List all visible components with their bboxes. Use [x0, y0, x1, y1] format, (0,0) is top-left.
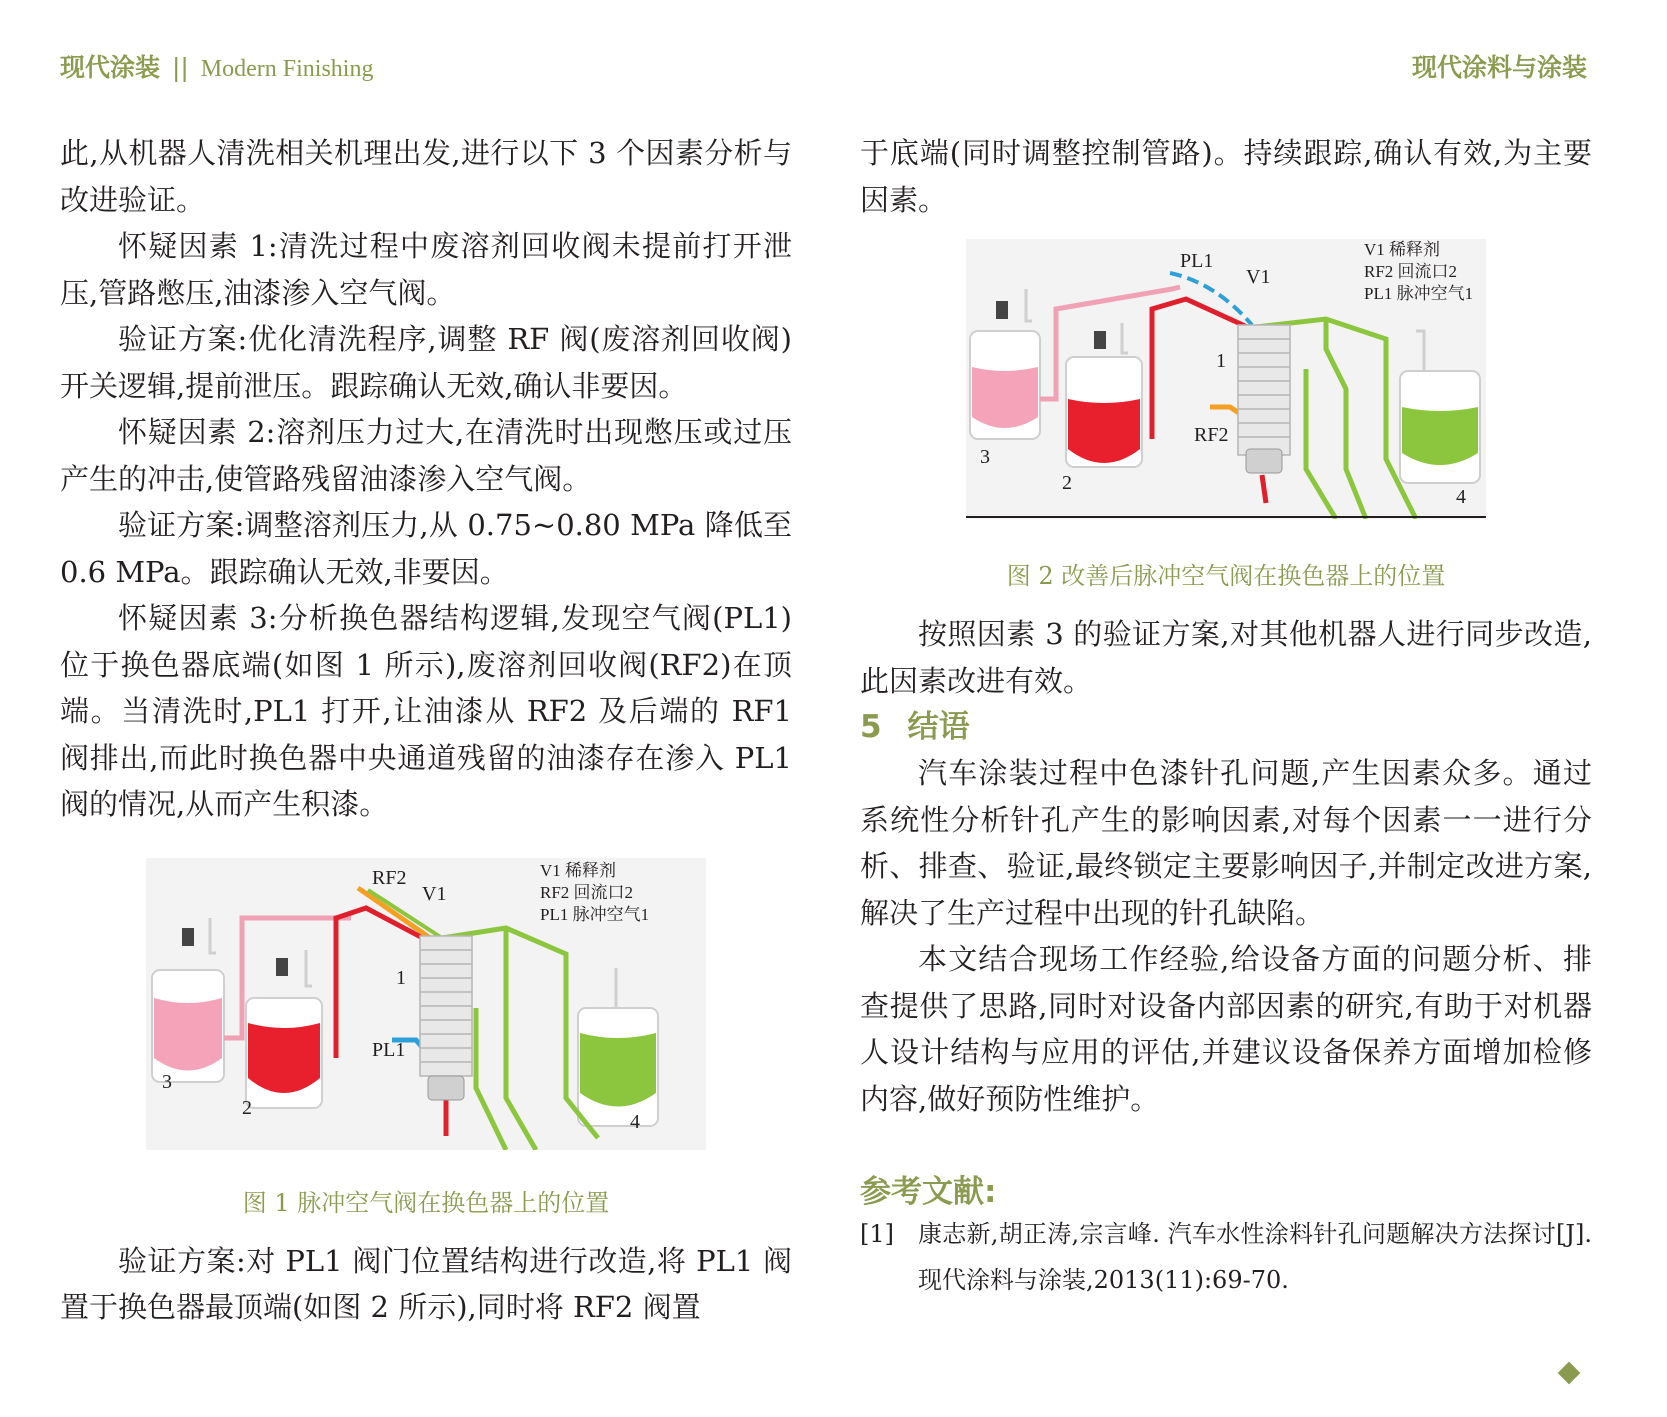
- figure-2: [966, 239, 1486, 519]
- section-number: 5: [860, 709, 882, 745]
- journal-name-cn: 现代涂装: [60, 53, 161, 82]
- section-title: 结语: [907, 709, 970, 745]
- paragraph: 于底端(同时调整控制管路)。持续跟踪,确认有效,为主要因素。: [860, 136, 1592, 217]
- legend-line-3: PL1 脉冲空气1: [540, 904, 650, 924]
- label-4: 4: [630, 1110, 640, 1133]
- figure-1-diagram: [146, 858, 706, 1150]
- running-header-left: [60, 48, 373, 84]
- reference-number: [1]: [860, 1220, 894, 1248]
- running-header-right: 现代涂料与涂装: [1411, 53, 1587, 82]
- section-heading: [860, 704, 1592, 750]
- paragraph: 此,从机器人清洗相关机理出发,进行以下 3 个因素分析与改进验证。: [60, 136, 792, 217]
- paragraph: 本文结合现场工作经验,给设备方面的问题分析、排查提供了思路,同时对设备内部因素的研究,有助于对机器人设计结构与应用的评估,并建议设备保养方面增加检修内容,做好预防性维护。: [860, 942, 1592, 1116]
- label-2: 2: [242, 1096, 252, 1119]
- label-2: 2: [1062, 472, 1072, 494]
- label-pl1: PL1: [1180, 250, 1214, 272]
- label-1: 1: [396, 966, 406, 989]
- paragraph: 怀疑因素 1:清洗过程中废溶剂回收阀未提前打开泄压,管路憋压,油漆渗入空气阀。: [60, 229, 792, 310]
- figure-2-caption: 图 2 改善后脉冲空气阀在换色器上的位置: [1006, 562, 1446, 590]
- figure-1-caption: 图 1 脉冲空气阀在换色器上的位置: [242, 1188, 610, 1217]
- right-column: [860, 130, 1592, 1303]
- legend-line-2: RF2 回流口2: [540, 882, 634, 902]
- legend-line-1: V1 稀释剂: [1364, 240, 1441, 259]
- figure-1: [146, 858, 706, 1150]
- reference-item: [860, 1211, 1592, 1303]
- paragraph: 验证方案:调整溶剂压力,从 0.75~0.80 MPa 降低至 0.6 MPa。跟踪确认无效,非要因。: [60, 508, 792, 589]
- paragraph: 按照因素 3 的验证方案,对其他机器人进行同步改造,此因素改进有效。: [860, 617, 1592, 698]
- label-3: 3: [162, 1070, 172, 1093]
- paragraph: 怀疑因素 2:溶剂压力过大,在清洗时出现憋压或过压产生的冲击,使管路残留油漆渗入空气阀。: [60, 415, 792, 496]
- legend-line-1: V1 稀释剂: [540, 860, 617, 880]
- references-heading: 参考文献:: [860, 1174, 997, 1210]
- legend-line-2: RF2 回流口2: [1364, 262, 1458, 281]
- paragraph: 汽车涂装过程中色漆针孔问题,产生因素众多。通过系统性分析针孔产生的影响因素,对每个因素一一进行分析、排查、验证,最终锁定主要影响因子,并制定改进方案,解决了生产过程中出现的针孔缺陷。: [860, 756, 1592, 930]
- label-rf2: RF2: [1194, 424, 1229, 446]
- paragraph: 验证方案:对 PL1 阀门位置结构进行改造,将 PL1 阀置于换色器最顶端(如图 2 所示),同时将 RF2 阀置: [60, 1243, 792, 1324]
- label-pl1: PL1: [372, 1038, 406, 1061]
- reference-text: 康志新,胡正涛,宗言峰. 汽车水性涂料针孔问题解决方法探讨[J].现代涂料与涂装,2013(11):69-70.: [918, 1220, 1592, 1294]
- label-4: 4: [1456, 486, 1466, 508]
- label-rf2: RF2: [372, 866, 407, 889]
- journal-name-en: Modern Finishing: [200, 56, 374, 82]
- header-separator: ||: [171, 53, 189, 82]
- legend-line-3: PL1 脉冲空气1: [1364, 284, 1474, 303]
- color-changer: [1238, 325, 1290, 473]
- figure-2-diagram: [966, 239, 1486, 519]
- page-end-diamond-icon: [1558, 1362, 1581, 1385]
- color-changer: [420, 936, 472, 1100]
- paragraph: 验证方案:优化清洗程序,调整 RF 阀(废溶剂回收阀)开关逻辑,提前泄压。跟踪确认无效,确认非要因。: [60, 322, 792, 403]
- label-3: 3: [980, 446, 990, 468]
- label-v1: V1: [422, 882, 447, 905]
- label-v1: V1: [1246, 266, 1271, 288]
- paragraph: 怀疑因素 3:分析换色器结构逻辑,发现空气阀(PL1)位于换色器底端(如图 1 所示),废溶剂回收阀(RF2)在顶端。当清洗时,PL1 打开,让油漆从 RF2 及后端的 RF1 阀排出,而此时换色器中央通道残留的油漆存在渗入 PL1 阀的情况,从而产生积漆。: [60, 601, 792, 821]
- left-column: [60, 130, 792, 1331]
- label-1: 1: [1216, 350, 1226, 372]
